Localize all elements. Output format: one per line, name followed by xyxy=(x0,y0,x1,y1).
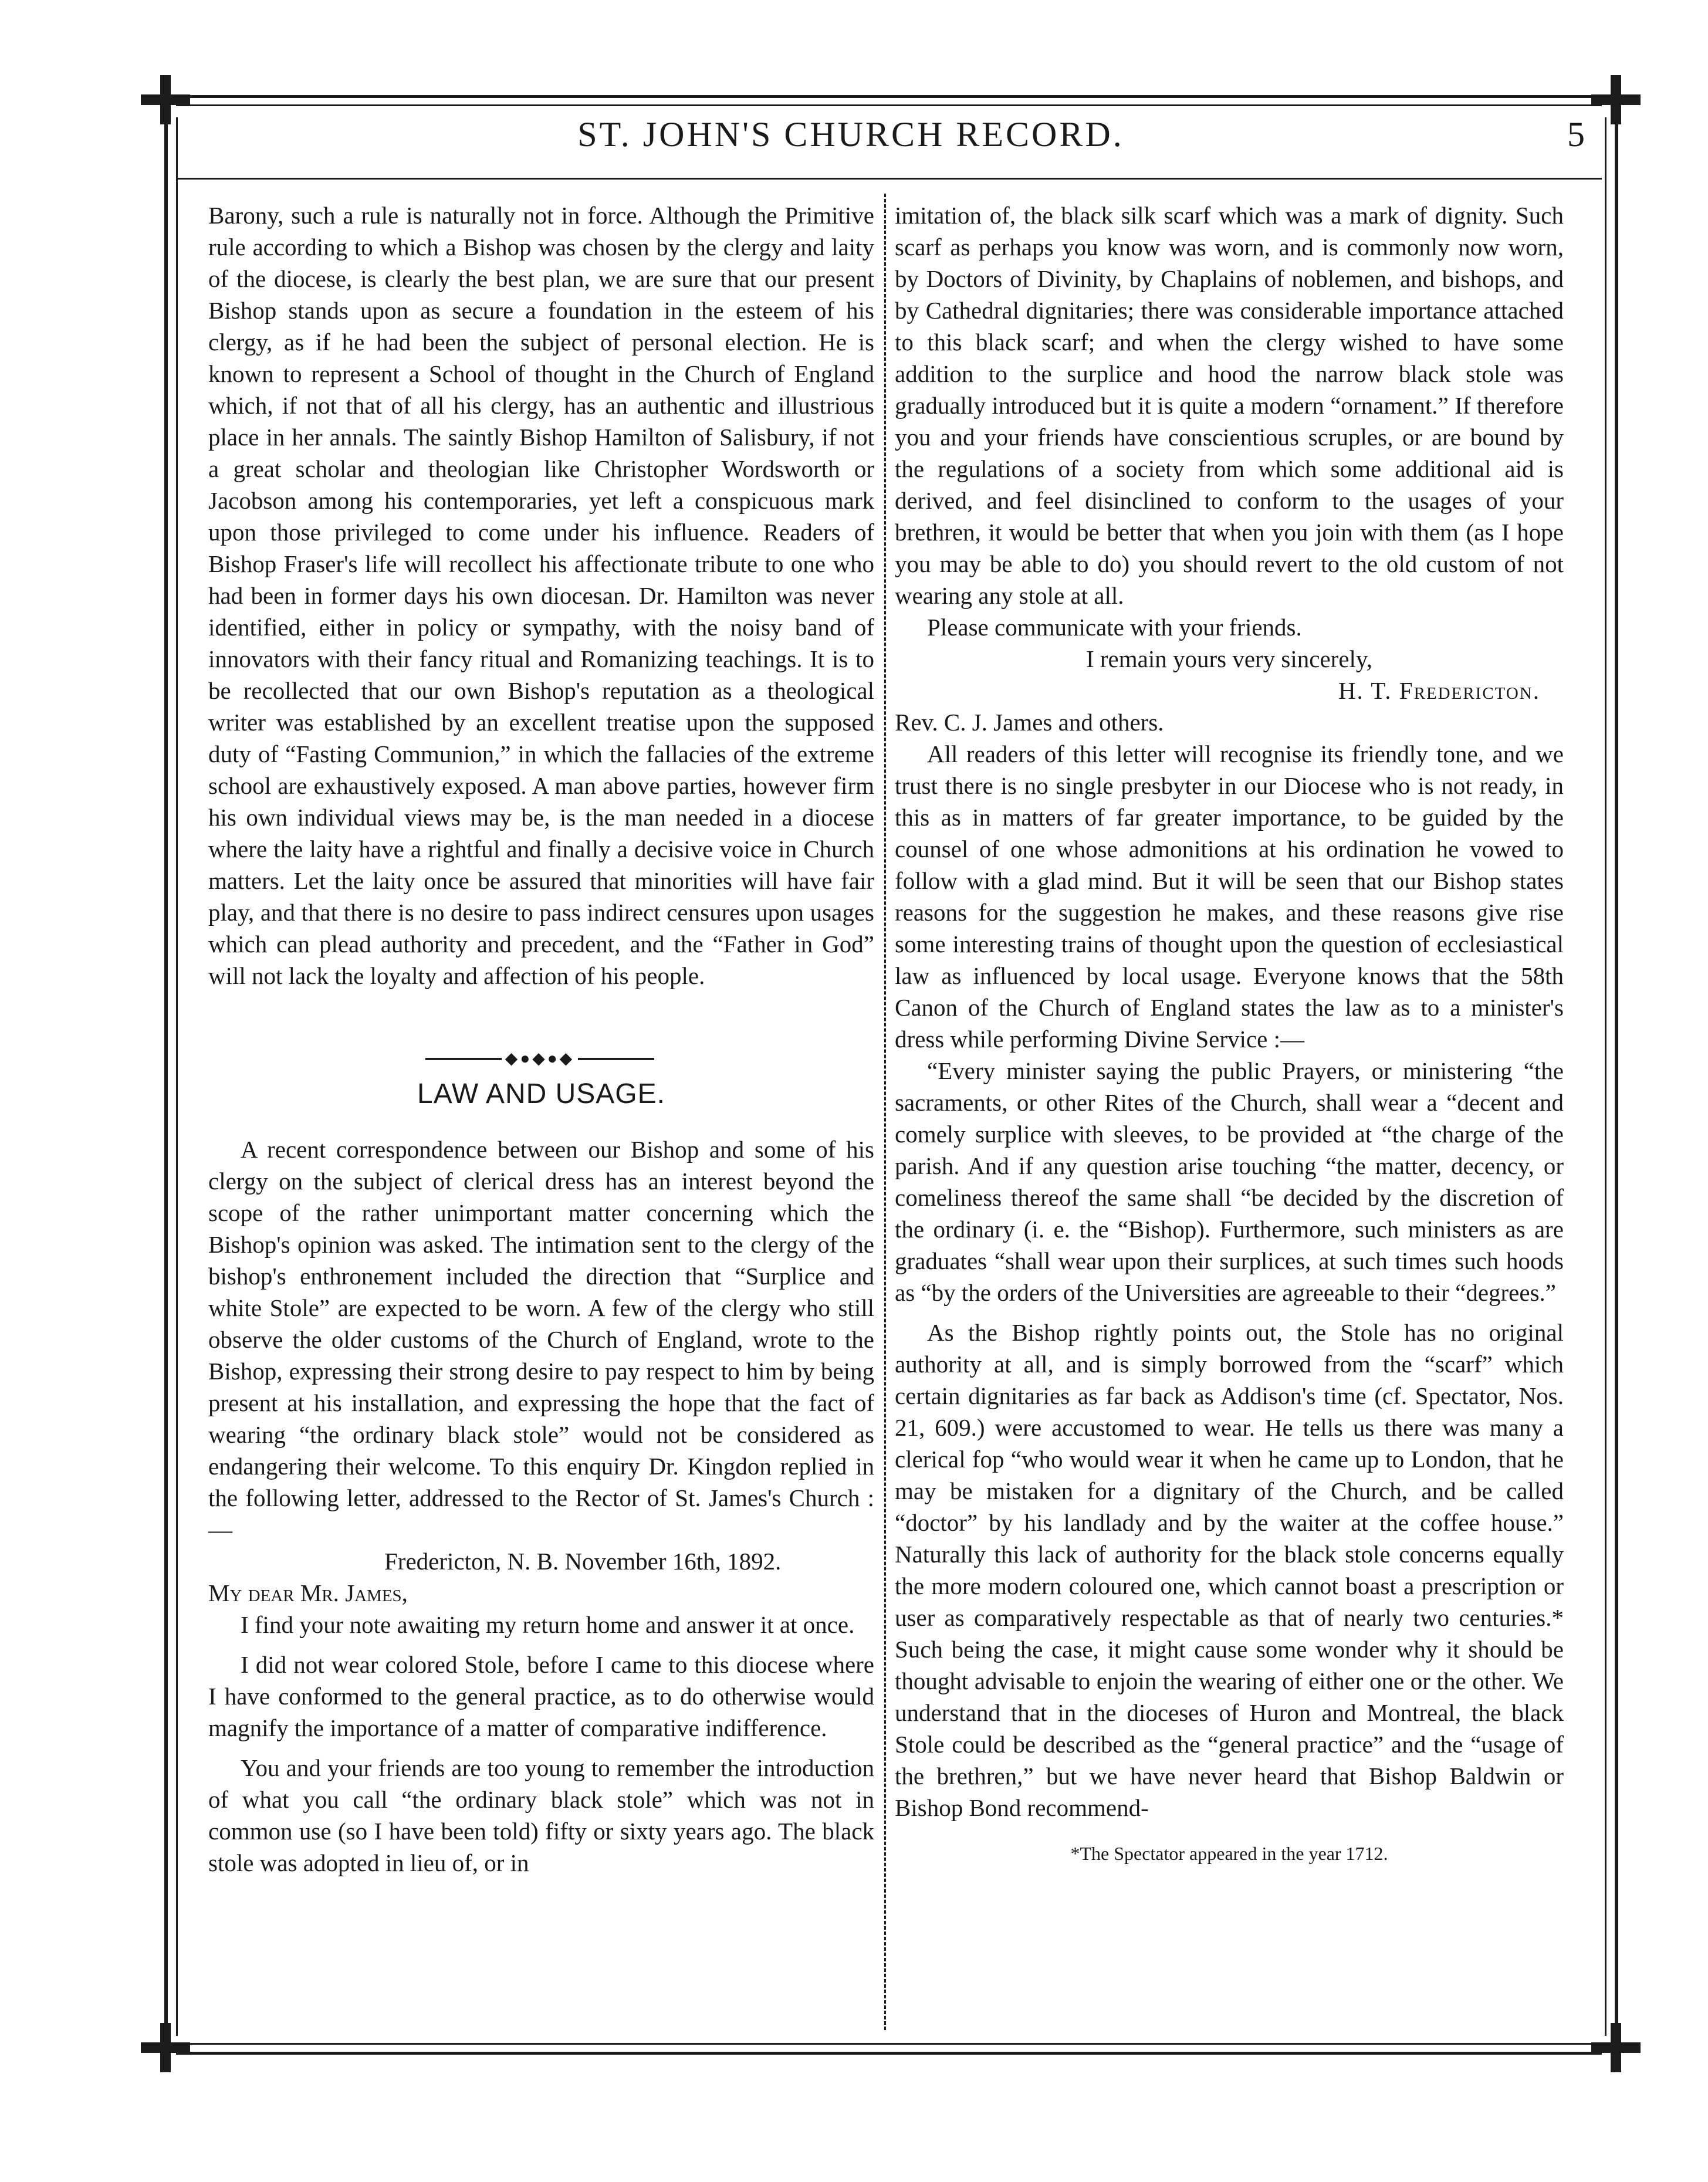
border-top-inner-rule xyxy=(176,104,1602,106)
canon-quotation: “Every minister saying the public Prayers, or ministering “the sacraments, or other Rites of the Church, shall wear a “decent and comely surplice with sleeves, to be provided at “the charge of the parish. And if any question arise touching “the matter, decency, or comeliness thereof the same shall “be decided by the discretion of the ordinary (i. e. the “Bishop). Furthermore, such ministers as are graduates “shall wear upon their surplices, at such times such hoods as “by the orders of the Universities are agreeable to their “degrees.” xyxy=(895,1057,1564,1306)
article-paragraph: Barony, such a rule is naturally not in force. Although the Primitive rule according to which a Bishop was chosen by the clergy and laity of the diocese, is clearly the best plan, we are sure that our present Bishop stands upon as secure a foundation in the esteem of his clergy, as if he had been the subject of personal election. He is known to represent a School of thought in the Church of England which, if not that of all his clergy, has an authentic and illustrious place in her annals. The saintly Bishop Hamilton of Salisbury, if not a great scholar and theologian like Christopher Wordsworth or Jacobson among his contemporaries, yet left a conspicuous mark upon those privileged to come under his influence. Readers of Bishop Fraser's life will recollect his affectionate tribute to one who had been in former days his own diocesan. Dr. Hamilton was never identified, either in policy or sympathy, with the noisy band of innovators with their fancy ritual and Romanizing teachings. It is to be recollected that our own Bishop's reputation as a theological writer was established by an excellent treatise upon the supposed duty of “Fasting Communion,” in which the fallacies of the extreme school are exhaustively exposed. A man above parties, however firm his own individual views may be, is the man needed in a diocese where the laity have a rightful and finally a decisive voice in Church matters. Let the laity once be assured that minorities will have fair play, and that there is no desire to pass indirect censures upon usages which can plead authority and precedent, and the “Father in God” will not lack the loyalty and affection of his people. xyxy=(208,202,874,989)
section-divider-ornament: ◆●◆●◆ xyxy=(208,1050,874,1068)
border-bottom-rule xyxy=(176,2052,1602,2055)
letter-closing: I remain yours very sincerely, xyxy=(1085,645,1373,672)
header-underline xyxy=(176,178,1602,180)
page-header-title: ST. JOHN'S CHURCH RECORD. xyxy=(577,115,1124,154)
letter-paragraph: You and your friends are too young to remember the introduction of what you call “the ordinary black stole” which was not in common use (so I have been told) fifty or sixty years ago. The black stole was adopted in lieu of, or in xyxy=(208,1754,874,1876)
article-paragraph: A recent correspondence between our Bishop and some of his clergy on the subject of clerical dress has an interest beyond the scope of the rather unimportant matter concerning which the Bishop's opinion was asked. The intimation sent to the clergy of the bishop's enthronement included the direction that “Surplice and white Stole” are expected to be worn. A few of the clergy who still observe the older customs of the Church of England, wrote to the Bishop, expressing their strong desire to pay respect to him by being present at his installation, and expressing the hope that the fact of wearing “the ordinary black stole” would not be considered as endangering their welcome. To this enquiry Dr. Kingdon replied in the following letter, addressed to the Rector of St. James's Church :— xyxy=(208,1136,874,1543)
border-right-rule xyxy=(1615,117,1618,2036)
section-title: LAW AND USAGE. xyxy=(417,1078,665,1109)
letter-recipient: Rev. C. J. James and others. xyxy=(895,709,1164,736)
border-left-inner-rule xyxy=(176,117,178,2036)
letter-paragraph: Please communicate with your friends. xyxy=(927,614,1302,641)
corner-cross-icon-bottom-left xyxy=(141,2023,190,2072)
corner-cross-icon-bottom-right xyxy=(1591,2023,1641,2072)
letter-salutation: My dear Mr. James, xyxy=(208,1579,408,1606)
column-divider xyxy=(884,194,886,2030)
article-paragraph: As the Bishop rightly points out, the Stole has no original authority at all, and is simply borrowed from the “scarf” which certain dignitaries as far back as Addison's time (cf. Spectator, Nos. 21, 609.) were accustomed to wear. He tells us there was many a clerical fop “who would wear it when he came up to London, that he may be mistaken for a dignitary of the Church, and be called “doctor” by his landlady and by the waiter at the coffee house.” Naturally this lack of authority for the black stole concerns equally the more modern coloured one, which cannot boast a prescription or user as comparatively respectable as that of nearly two centuries.* Such being the case, it might cause some wonder why it should be thought advisable to enjoin the wearing of either one or the other. We understand that in the dioceses of Huron and Montreal, the black Stole could be described as the “general practice” and the “usage of the brethren,” but we have never heard that Bishop Baldwin or Bishop Bond recommend- xyxy=(895,1319,1564,1821)
letter-paragraph: imitation of, the black silk scarf which was a mark of dignity. Such scarf as perhaps you know was worn, and is commonly now worn, by Doctors of Divinity, by Chaplains of noblemen, and bishops, and by Cathedral dignitaries; there was considerable importance attached to this black scarf; and when the clergy wished to have some addition to the surplice and hood the narrow black stole was gradually introduced but it is quite a modern “ornament.” If therefore you and your friends have conscientious scruples, or are bound by the regulations of a society from which some additional aid is derived, and feel disinclined to conform to the usages of your brethren, it would be better that when you join with them (as I hope you may be able to do) you should revert to the old custom of not wearing any stole at all. xyxy=(895,202,1564,609)
right-column xyxy=(895,199,1564,1869)
border-bottom-inner-rule xyxy=(176,2043,1602,2045)
letter-signature: H. T. Fredericton. xyxy=(1338,677,1540,704)
corner-cross-icon-top-right xyxy=(1591,75,1641,124)
letter-dateline: Fredericton, N. B. November 16th, 1892. xyxy=(384,1548,782,1575)
left-column xyxy=(208,199,874,1879)
article-paragraph: All readers of this letter will recognise its friendly tone, and we trust there is no single presbyter in our Diocese who is not ready, in this as in matters of far greater importance, to be guided by the counsel of one whose admonitions at his ordination he vowed to follow with a glad mind. But it will be seen that our Bishop states reasons for the suggestion he makes, and these reasons give rise some interesting trains of thought upon the question of ecclesiastical law as influenced by local usage. Everyone knows that the 58th Canon of the Church of England states the law as to a minister's dress while performing Divine Service :— xyxy=(895,740,1564,1053)
border-top-rule xyxy=(176,95,1602,98)
letter-paragraph: I find your note awaiting my return home and answer it at once. xyxy=(241,1611,855,1638)
border-left-rule xyxy=(164,117,168,2036)
footnote: *The Spectator appeared in the year 1712. xyxy=(1070,1843,1388,1864)
letter-paragraph: I did not wear colored Stole, before I came to this diocese where I have conformed to the general practice, as to do otherwise would magnify the importance of a matter of comparative indifference. xyxy=(208,1651,874,1741)
page-number: 5 xyxy=(1567,115,1585,154)
border-right-inner-rule xyxy=(1605,117,1606,2036)
